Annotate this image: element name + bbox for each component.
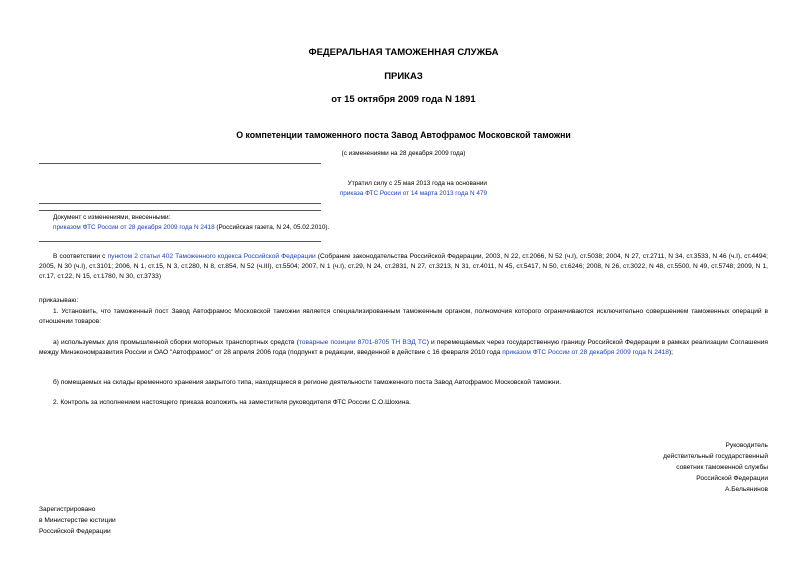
expired-note	[250, 179, 487, 199]
clause-a	[39, 338, 768, 358]
registration-line-3: Российской Федерации	[39, 528, 111, 535]
signature-block	[540, 440, 768, 495]
signature-rank-2: советник таможенной службы	[676, 464, 768, 471]
registration-line-2: в Министерстве юстиции	[39, 517, 116, 524]
changes-order-link[interactable]: приказом ФТС России от 28 декабря 2009 года N 2418	[53, 224, 215, 231]
customs-code-link[interactable]: пунктом 2 статьи 402 Таможенного кодекса Российской Федерации	[107, 253, 316, 260]
preamble-intro: В соответствии с	[53, 253, 108, 260]
changes-source: (Российская газета, N 24, 05.02.2010).	[214, 224, 330, 231]
amending-order-link[interactable]: приказом ФТС России от 28 декабря 2009 года N 2418	[502, 349, 669, 357]
document-title: О компетенции таможенного поста Завод Автофрамос Московской таможни	[236, 130, 571, 140]
clause-a-middle: ) и перемещаемых через государственную границу Российской Федерации в рамках реализации Соглашения между Минэкономразвития России и ОАО "Автофрамос" от 28 апреля 2006 года (подпункт в редакции, введенной в действие с 16 февраля 2010 года	[39, 339, 769, 357]
signature-position: Руководитель	[725, 442, 768, 449]
amendments-note: (с изменениями на 28 декабря 2009 года)	[341, 150, 466, 157]
registration-block	[39, 504, 339, 537]
divider	[39, 163, 321, 164]
clause-a-start: а) используемых для промышленной сборки моторных транспортных средств (	[53, 339, 299, 346]
order-word: приказываю:	[39, 297, 79, 304]
doc-type-heading: ПРИКАЗ	[384, 71, 423, 82]
preamble-text: (Собрание законодательства Российской Федерации, 2003, N 22, ст.2066, N 52 (ч.I), ст.5038; 2004, N 27, ст.2711, N 34, ст.3533, N 46 (ч.I), ст.4494; 2005, N 30 (ч.I), ст.3101; 2006, N 1, ст.15, N 3, ст.280, N 8, ст.854, N 52 (ч.III), ст.5504; 2007, N 1 (ч.I), ст.29, N 24, ст.2831, N 27, ст.3213, N 31, ст.4011, N 45, ст.5417, N 50, ст.6246; 2008, N 26, ст.3022, N 48, ст.5500, N 49, ст.5748; 2009, N 1, ст.17, ст.22, N 15, ст.1780, N 30, ст.3733)	[39, 253, 768, 281]
divider	[39, 210, 321, 211]
clause-b: б) помещаемых на склады временного хранения закрытого типа, находящиеся в регионе деятельности таможенного поста Завод Автофрамос Московской таможни.	[53, 379, 562, 386]
changes-text: Документ с изменениями, внесенными:	[53, 214, 171, 221]
signatory-name: А.Бельянинов	[725, 486, 768, 493]
date-number-heading: от 15 октября 2009 года N 1891	[331, 94, 476, 105]
agency-heading: ФЕДЕРАЛЬНАЯ ТАМОЖЕННАЯ СЛУЖБА	[308, 47, 499, 58]
clause-2: 2. Контроль за исполнением настоящего приказа возложить на заместителя руководителя ФТС России С.О.Шохина.	[53, 399, 411, 406]
divider	[39, 203, 321, 204]
registration-line-1: Зарегистрировано	[39, 506, 96, 513]
clause-1: 1. Установить, что таможенный пост Завод Автофрамос Московской таможни является специализированным таможенным органом, полномочия которого ограничиваются исключительно совершением таможенных операций в отношении товаров:	[39, 308, 768, 326]
tariff-positions-link[interactable]: товарные позиции 8701-8705 ТН ВЭД ТС	[298, 339, 427, 346]
expired-text: Утратил силу с 25 мая 2013 года на основании	[347, 180, 487, 187]
divider	[39, 241, 321, 242]
clause-a-end: );	[668, 349, 673, 357]
preamble-paragraph	[39, 252, 768, 283]
changes-block	[53, 213, 413, 233]
signature-rank-1: действительный государственный	[663, 453, 768, 460]
expired-order-link[interactable]: приказа ФТС России от 14 марта 2013 года N 479	[339, 190, 487, 197]
signature-country: Российской Федерации	[696, 475, 768, 482]
